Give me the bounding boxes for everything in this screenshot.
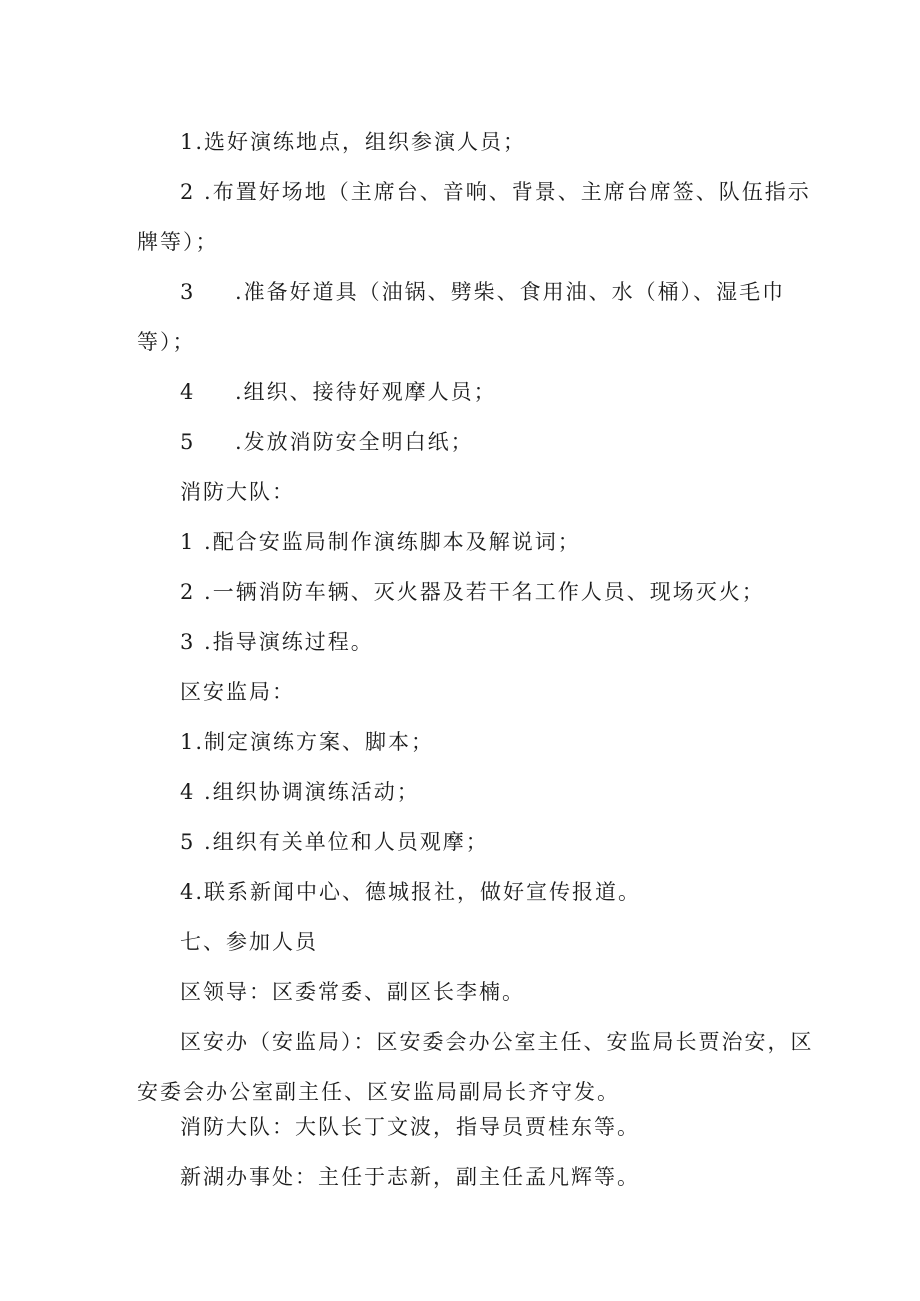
text-line: 2 .布置好场地（主席台、音响、背景、主席台席签、队伍指示	[180, 180, 811, 204]
text-line: 4.联系新闻中心、德城报社，做好宣传报道。	[180, 880, 642, 904]
text-line: 3 .指导演练过程。	[180, 630, 374, 654]
list-number: 5	[180, 430, 196, 454]
text-line: 等）；	[137, 330, 196, 354]
section-heading: 七、参加人员	[180, 930, 318, 954]
text-line: 4 .组织协调演练活动；	[180, 780, 420, 804]
list-number: 3	[180, 280, 196, 304]
text-line: 牌等）；	[137, 230, 219, 254]
text-line: 1.制定演练方案、脚本；	[180, 730, 435, 754]
text-line: 5 .组织有关单位和人员观摩；	[180, 830, 489, 854]
section-heading: 消防大队：	[180, 480, 295, 504]
text-line: 1.选好演练地点，组织参演人员；	[180, 130, 527, 154]
text-line: 新湖办事处：主任于志新，副主任孟凡辉等。	[180, 1165, 640, 1189]
text-line: 安委会办公室副主任、区安监局副局长齐守发。	[137, 1080, 620, 1104]
text-line: 区安办（安监局）：区安委会办公室主任、安监局长贾治安，区	[180, 1030, 814, 1054]
list-number: 4	[180, 380, 196, 404]
text-line: .准备好道具（油锅、劈柴、食用油、水（桶）、湿毛巾	[235, 280, 786, 304]
text-line: 区领导：区委常委、副区长李楠。	[180, 980, 525, 1004]
text-line: 消防大队：大队长丁文波，指导员贾桂东等。	[180, 1115, 640, 1139]
section-heading: 区安监局：	[180, 680, 295, 704]
text-line: .发放消防安全明白纸；	[235, 430, 474, 454]
text-line: 2 .一辆消防车辆、灭火器及若干名工作人员、现场灭火；	[180, 580, 765, 604]
text-line: 1 .配合安监局制作演练脚本及解说词；	[180, 530, 581, 554]
text-line: .组织、接待好观摩人员；	[235, 380, 497, 404]
